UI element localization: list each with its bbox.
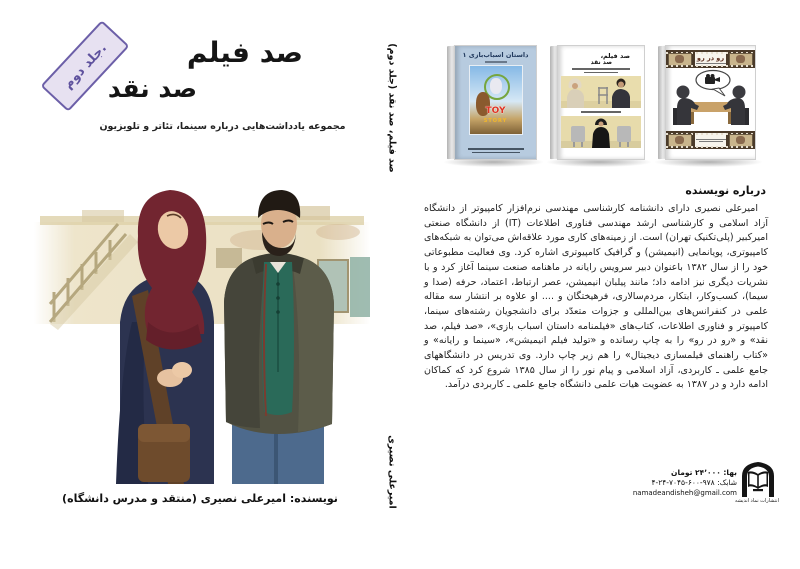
book2-title-top: صد فیلم، (600, 52, 630, 60)
publisher-name: انتشارات نماد اندیشه (735, 498, 779, 504)
book2-title-bottom: صد نقد (590, 59, 612, 66)
front-title-bottom: صد نقد (107, 74, 197, 103)
about-author-heading: درباره نویسنده (685, 184, 766, 197)
film-frame-photo (675, 136, 684, 144)
poster-title-secondary: STORY (483, 117, 508, 124)
text-placeholder-bar (584, 72, 618, 74)
edition-badge-label: جلد دوم. (60, 40, 110, 92)
front-title-top: صد فیلم (186, 36, 303, 69)
text-placeholder-bar (581, 111, 621, 113)
book2-photo-bottom (561, 116, 641, 148)
book-mockup-sad-film-vol1 (550, 45, 645, 163)
film-frame (729, 53, 753, 66)
book-mockup-toy-story (447, 45, 537, 163)
film-strip-bottom (666, 131, 755, 149)
front-subtitle: مجموعه یادداشت‌هایی درباره سینما، تئاتر و تلویزیون (99, 121, 346, 132)
interview-illustration (669, 69, 753, 127)
book2-photo-top (561, 76, 641, 108)
publisher-logo-open-book-arch-icon (740, 461, 776, 498)
book-mockup-face-to-face (658, 45, 756, 163)
book3-title: رو در رو (696, 53, 725, 62)
cover-photo-film-still (20, 172, 380, 484)
text-placeholder-bar (472, 152, 520, 154)
film-strip-title-gap (695, 52, 726, 66)
film-frame (668, 134, 692, 147)
film-frame (668, 53, 692, 66)
spine-title: صد فیلم، صد نقد (جلد دوم) (386, 43, 398, 173)
text-placeholder-bar (696, 139, 726, 140)
isbn-line: شابک: ۹۷۸-۶۰۰-۷۰۴۵-۲۴-۴ (651, 478, 737, 487)
film-frame-photo (736, 136, 745, 144)
book2-cover (557, 45, 645, 160)
imprint-block (633, 468, 737, 498)
text-placeholder-bar (572, 68, 630, 70)
front-author-line: نویسنده: امیرعلی نصیری (منتقد و مدرس دانشگاه) (62, 492, 338, 505)
buzz-silhouette (490, 78, 502, 94)
film-frame-photo (736, 55, 745, 63)
poster-title-primary: TOY (485, 105, 506, 116)
book1-title: داستان اسباب‌بازی ۱ (462, 51, 529, 59)
price-line: بها: ۲۴٬۰۰۰ تومان (671, 468, 737, 477)
film-strip-top (666, 50, 755, 68)
text-placeholder-bar (485, 61, 507, 63)
about-author-body: امیرعلی نصیری دارای دانشنامه کارشناسی مهندسی نرم‌افزار کامپیوتر از دانشگاه آزاد اسلامی و کارشناسی ارشد مهندسی فناوری اطلاعات (IT) از دانشگاه صنعتی امیرکبیر (پلی‌تکنیک تهران) است. از زمینه‌های کاری مورد علاقه‌اش می‌توان به شبکه‌های کامپیوتری، پویانمایی (انیمیشن) و گرافیک کامپیوتری اشاره کرد. وی فعالیت مطبوعاتی خود را از سال ۱۳۸۲ باعنوان دبیر سرویس رایانه در ماهنامه صنعت سینما آغاز کرد و با نشریات دیگری نیز ادامه داد؛ مانند پیلبان انیمیشن، عصر ارتباط، اعتماد، حرفه (صدا و سیما)، کسب‌وکار، ابتکار، مردم‌سالاری، فرهیختگان و .... او علاوه بر انتشار سه مقاله علمی در کنفرانس‌های بین‌المللی و جزوات متعدّد برای دانشجویان رشته‌های سینما، کامپیوتر و فناوری اطلاعات، کتاب‌های «فیلمنامه داستان اسباب بازی»، «صد فیلم، صد نقد» و «رو در رو» را به چاپ رسانده و «تولید فیلم انیمیشن»، «سینما و رایانه» و «کتاب راهنمای فیلمسازی دیجیتال» را هم زیر چاپ دارد. وی تدریس در دانشگاههای جامع علمی ـ کاربردی، آزاد اسلامی و پیام نور را از سال ۱۳۸۵ شروع کرد که کماکان ادامه دارد و در ۱۳۸۷ به عضویت هیات علمی دانشگاه جامع علمی ـ کاربردی درآمد. (424, 203, 769, 391)
film-frame (729, 134, 753, 147)
book1-footer-text (455, 146, 536, 153)
toy-story-poster (469, 65, 523, 135)
book1-cover (454, 45, 537, 160)
text-placeholder-bar (468, 148, 524, 150)
text-placeholder-bar (699, 141, 723, 142)
film-strip-caption-gap (695, 133, 726, 147)
book3-cover (665, 45, 756, 160)
spine-author: امیرعلی نصیری (386, 435, 398, 509)
publisher-email: namadeandisheh@gmail.com (632, 489, 737, 497)
text-placeholder-bar (696, 63, 726, 64)
film-frame-photo (675, 55, 684, 63)
